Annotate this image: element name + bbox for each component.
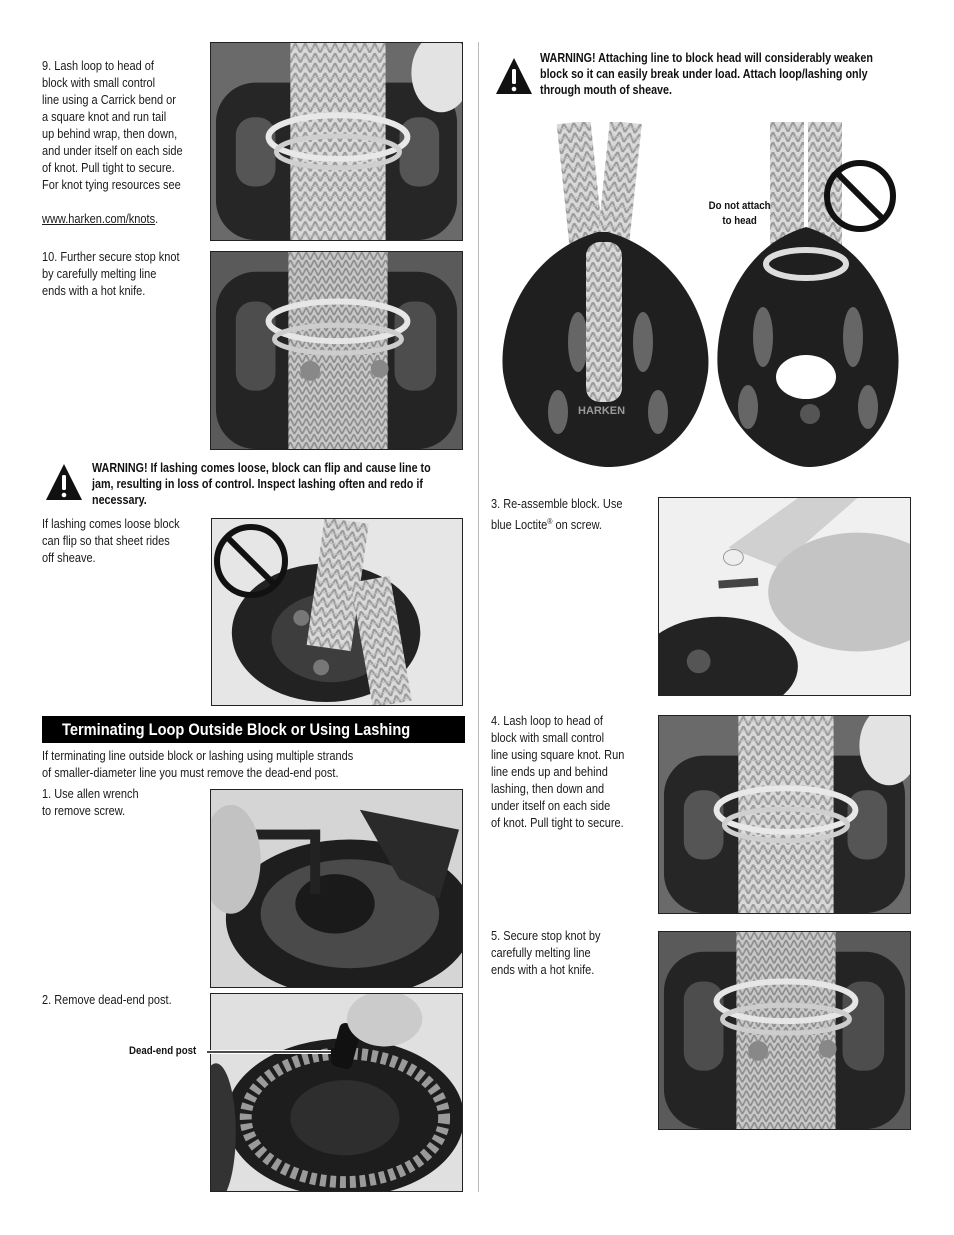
step-9-text: 9. Lash loop to head of block with small control line using a Carrick bend or a square knot and run tail up behind wrap, then down, and under itself on each side of knot. Pull tight to secure. For knot tying resources see www.harken.com/knots. — [42, 59, 183, 226]
column-divider — [478, 42, 479, 1192]
step-10-photo — [210, 251, 463, 450]
step-5-text: 5. Secure stop knot by carefully melting line ends with a hot knife. — [491, 929, 601, 977]
do-not-attach-label: Do not attach to head — [708, 200, 771, 227]
warning-block-head-text: WARNING! Attaching line to block head will considerably weaken block so it can easily break under load. Attach loop/lashing only through mouth of sheave. — [540, 51, 873, 97]
section-header: Terminating Loop Outside Block or Using Lashing — [42, 716, 465, 743]
allen-wrench-photo — [210, 789, 463, 988]
step-10-text: 10. Further secure stop knot by carefully melting line ends with a hot knife. — [42, 250, 180, 298]
step-5-photo — [658, 931, 911, 1130]
warning-triangle-icon — [494, 56, 534, 96]
knots-link[interactable]: www.harken.com/knots — [42, 212, 156, 226]
dead-end-post-label: Dead-end post — [129, 1045, 197, 1057]
warning-triangle-icon — [44, 462, 84, 502]
step-3-text: 3. Re-assemble block. Use blue Loctite® on screw. — [491, 497, 623, 533]
step-1-text: 1. Use allen wrench to remove screw. — [42, 787, 139, 818]
harken-brand-mark: HARKEN — [578, 405, 626, 417]
prohibition-icon — [212, 522, 290, 600]
flip-note-text: If lashing comes loose block can flip so that sheet rides off sheave. — [42, 517, 180, 565]
warning-lashing-text: WARNING! If lashing comes loose, block can flip and cause line to jam, resulting in loss of control. Inspect lashing often and redo if necessary. — [92, 461, 431, 507]
loctite-photo — [658, 497, 911, 696]
section-intro-text: If terminating line outside block or lashing using multiple strands of smaller-diameter line you must remove the dead-end post. — [42, 749, 354, 780]
prohibition-icon — [822, 158, 898, 234]
step-2-text: 2. Remove dead-end post. — [42, 993, 172, 1007]
step-4-photo — [658, 715, 911, 914]
step-9-photo — [210, 42, 463, 241]
arrow-right-icon — [205, 1044, 345, 1060]
dead-end-post-photo — [210, 993, 463, 1192]
step-4-text: 4. Lash loop to head of block with small control line using square knot. Run line ends up and behind lashing, then down and under itself on each side of knot. Pull tight to secure. — [491, 714, 625, 830]
